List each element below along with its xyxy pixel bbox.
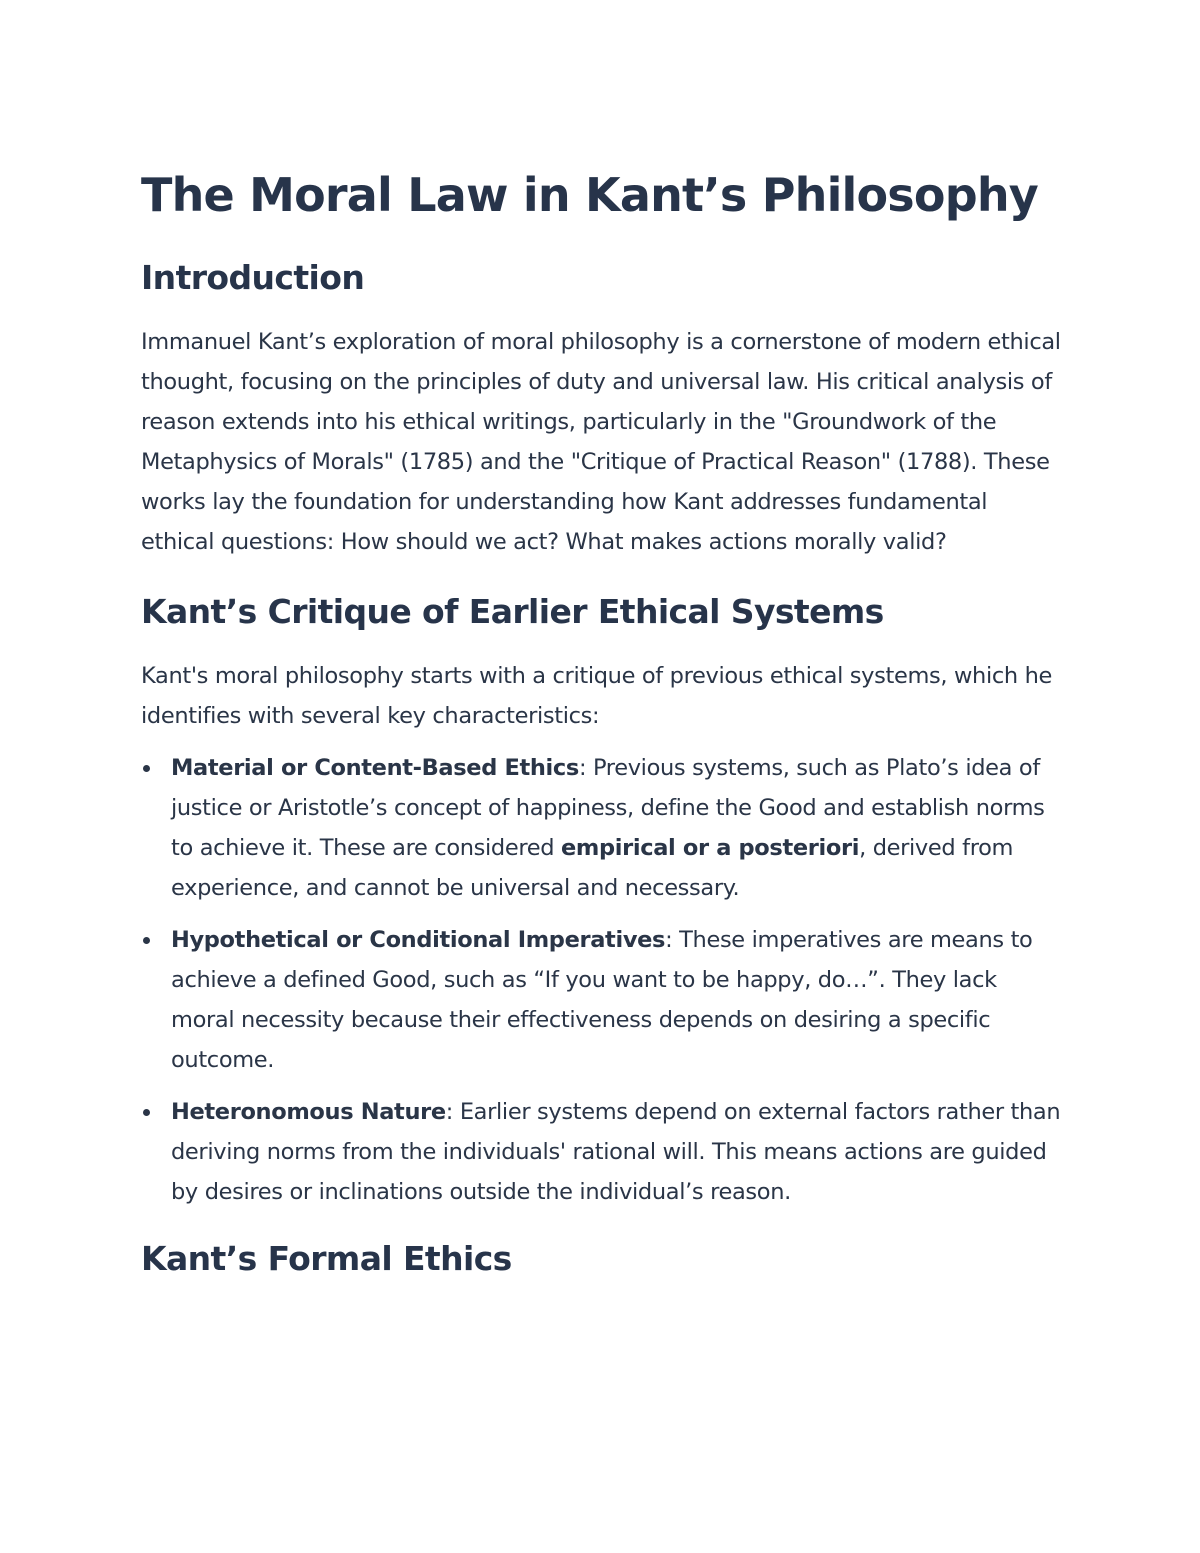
- list-item-term: Heteronomous Nature: [171, 1099, 446, 1125]
- list-item: [141, 748, 1066, 908]
- document-page: [141, 165, 1066, 1281]
- bullet-icon: [143, 937, 150, 944]
- bullet-icon: [143, 765, 150, 772]
- list-item-text: , derived from experience, and cannot be universal and necessary.: [171, 835, 1014, 901]
- list-item: [141, 920, 1066, 1080]
- list-item-emphasis: empirical or a posteriori: [560, 835, 860, 861]
- list-item-term: Material or Content-Based Ethics: [171, 755, 579, 781]
- section-heading-introduction: Introduction: [141, 258, 365, 297]
- list-item: [141, 1092, 1066, 1212]
- section-heading-formal-ethics: Kant’s Formal Ethics: [141, 1239, 512, 1278]
- introduction-paragraph: Immanuel Kant’s exploration of moral philosophy is a cornerstone of modern ethical thought, focusing on the principles of duty and universal law. His critical analysis of reason extends into his ethical writings, particularly in the "Groundwork of the Metaphysics of Morals" (1785) and the "Critique of Practical Reason" (1788). These works lay the foundation for understanding how Kant addresses fundamental ethical questions: How should we act? What makes actions morally valid?: [141, 329, 1061, 555]
- list-item-text: : These imperatives are means to achieve a defined Good, such as “If you want to be happy, do…”. They lack moral necessity because their effectiveness depends on desiring a specific outcome.: [171, 927, 1033, 1073]
- document-title: The Moral Law in Kant’s Philosophy: [141, 168, 1038, 222]
- list-item-text: : Earlier systems depend on external factors rather than deriving norms from the individuals' rational will. This means actions are guided by desires or inclinations outside the individual’s reason.: [171, 1099, 1061, 1205]
- list-item-text: : Previous systems, such as Plato’s idea of justice or Aristotle’s concept of happiness, define the Good and establish norms to achieve it. These are considered: [171, 755, 1045, 861]
- section-heading-critique: Kant’s Critique of Earlier Ethical Systems: [141, 592, 884, 631]
- bullet-icon: [143, 1109, 150, 1116]
- list-item-term: Hypothetical or Conditional Imperatives: [171, 927, 666, 953]
- critique-paragraph: Kant's moral philosophy starts with a critique of previous ethical systems, which he identifies with several key characteristics:: [141, 663, 1053, 729]
- critique-bullet-list: [141, 748, 1066, 1212]
